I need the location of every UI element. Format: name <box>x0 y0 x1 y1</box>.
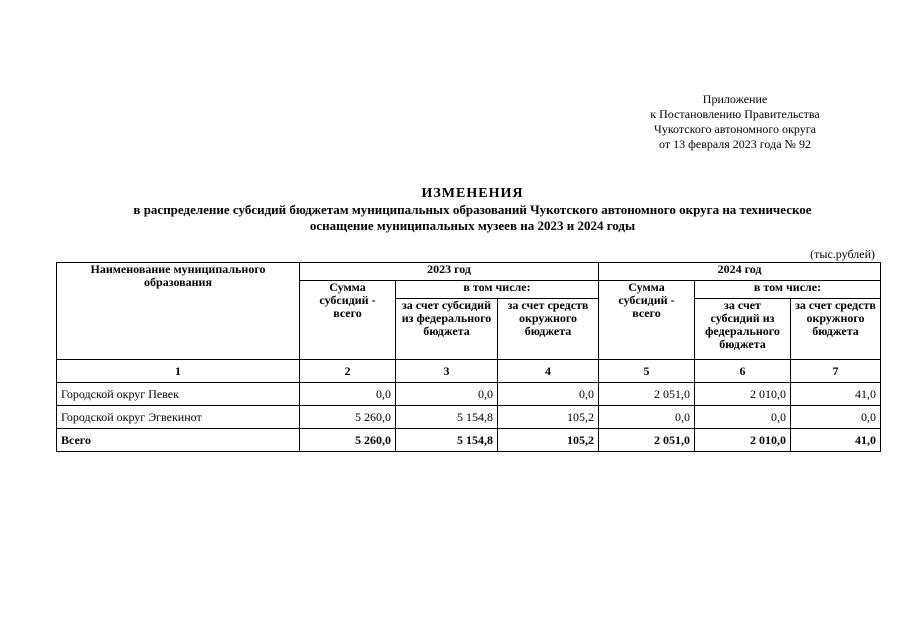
table-row <box>57 383 881 406</box>
header-year-2024: 2024 год <box>599 263 881 281</box>
total-value-cell: 41,0 <box>791 429 881 452</box>
total-value-cell: 5 154,8 <box>396 429 498 452</box>
subsidy-table <box>56 262 881 452</box>
column-number: 2 <box>300 360 396 383</box>
value-cell: 5 260,0 <box>300 406 396 429</box>
value-cell: 0,0 <box>791 406 881 429</box>
total-value-cell: 2 010,0 <box>695 429 791 452</box>
value-cell: 2 010,0 <box>695 383 791 406</box>
header-total-2023: Сумма субсидий - всего <box>300 281 396 360</box>
table-total-row <box>57 429 881 452</box>
total-label: Всего <box>57 429 300 452</box>
value-cell: 105,2 <box>498 406 599 429</box>
column-number: 5 <box>599 360 695 383</box>
header-year-2023: 2023 год <box>300 263 599 281</box>
title-main: ИЗМЕНЕНИЯ <box>421 186 524 201</box>
column-number: 3 <box>396 360 498 383</box>
value-cell: 0,0 <box>498 383 599 406</box>
appendix-line: к Постановлению Правительства <box>650 107 820 121</box>
column-number: 6 <box>695 360 791 383</box>
column-number: 1 <box>57 360 300 383</box>
header-federal-2023: за счет субсидий из федерального бюджета <box>396 299 498 360</box>
document-title <box>40 186 905 234</box>
header-district-2024: за счет средств окружного бюджета <box>791 299 881 360</box>
header-including-2024: в том числе: <box>695 281 881 299</box>
column-number: 7 <box>791 360 881 383</box>
value-cell: 0,0 <box>599 406 695 429</box>
total-value-cell: 2 051,0 <box>599 429 695 452</box>
value-cell: 5 154,8 <box>396 406 498 429</box>
column-number: 4 <box>498 360 599 383</box>
appendix-line: от 13 февраля 2023 года № 92 <box>659 137 811 151</box>
appendix-line: Чукотского автономного округа <box>654 122 816 136</box>
header-federal-2024: за счет субсидий из федерального бюджета <box>695 299 791 360</box>
value-cell: 2 051,0 <box>599 383 695 406</box>
header-including-2023: в том числе: <box>396 281 599 299</box>
municipality-name: Городской округ Певек <box>57 383 300 406</box>
units-label: (тыс.рублей) <box>810 247 875 261</box>
header-name: Наименование муниципального образования <box>57 263 300 360</box>
appendix-block <box>620 92 850 152</box>
value-cell: 0,0 <box>695 406 791 429</box>
header-total-2024: Сумма субсидий - всего <box>599 281 695 360</box>
appendix-line: Приложение <box>702 92 768 106</box>
title-subtitle: в распределение субсидий бюджетам муниципальных образований Чукотского автономного округа на техническое <box>133 202 812 217</box>
total-value-cell: 105,2 <box>498 429 599 452</box>
municipality-name: Городской округ Эгвекинот <box>57 406 300 429</box>
total-value-cell: 5 260,0 <box>300 429 396 452</box>
value-cell: 0,0 <box>396 383 498 406</box>
table-row <box>57 406 881 429</box>
value-cell: 41,0 <box>791 383 881 406</box>
value-cell: 0,0 <box>300 383 396 406</box>
title-subtitle: оснащение муниципальных музеев на 2023 и 2024 годы <box>309 218 636 233</box>
header-district-2023: за счет средств окружного бюджета <box>498 299 599 360</box>
